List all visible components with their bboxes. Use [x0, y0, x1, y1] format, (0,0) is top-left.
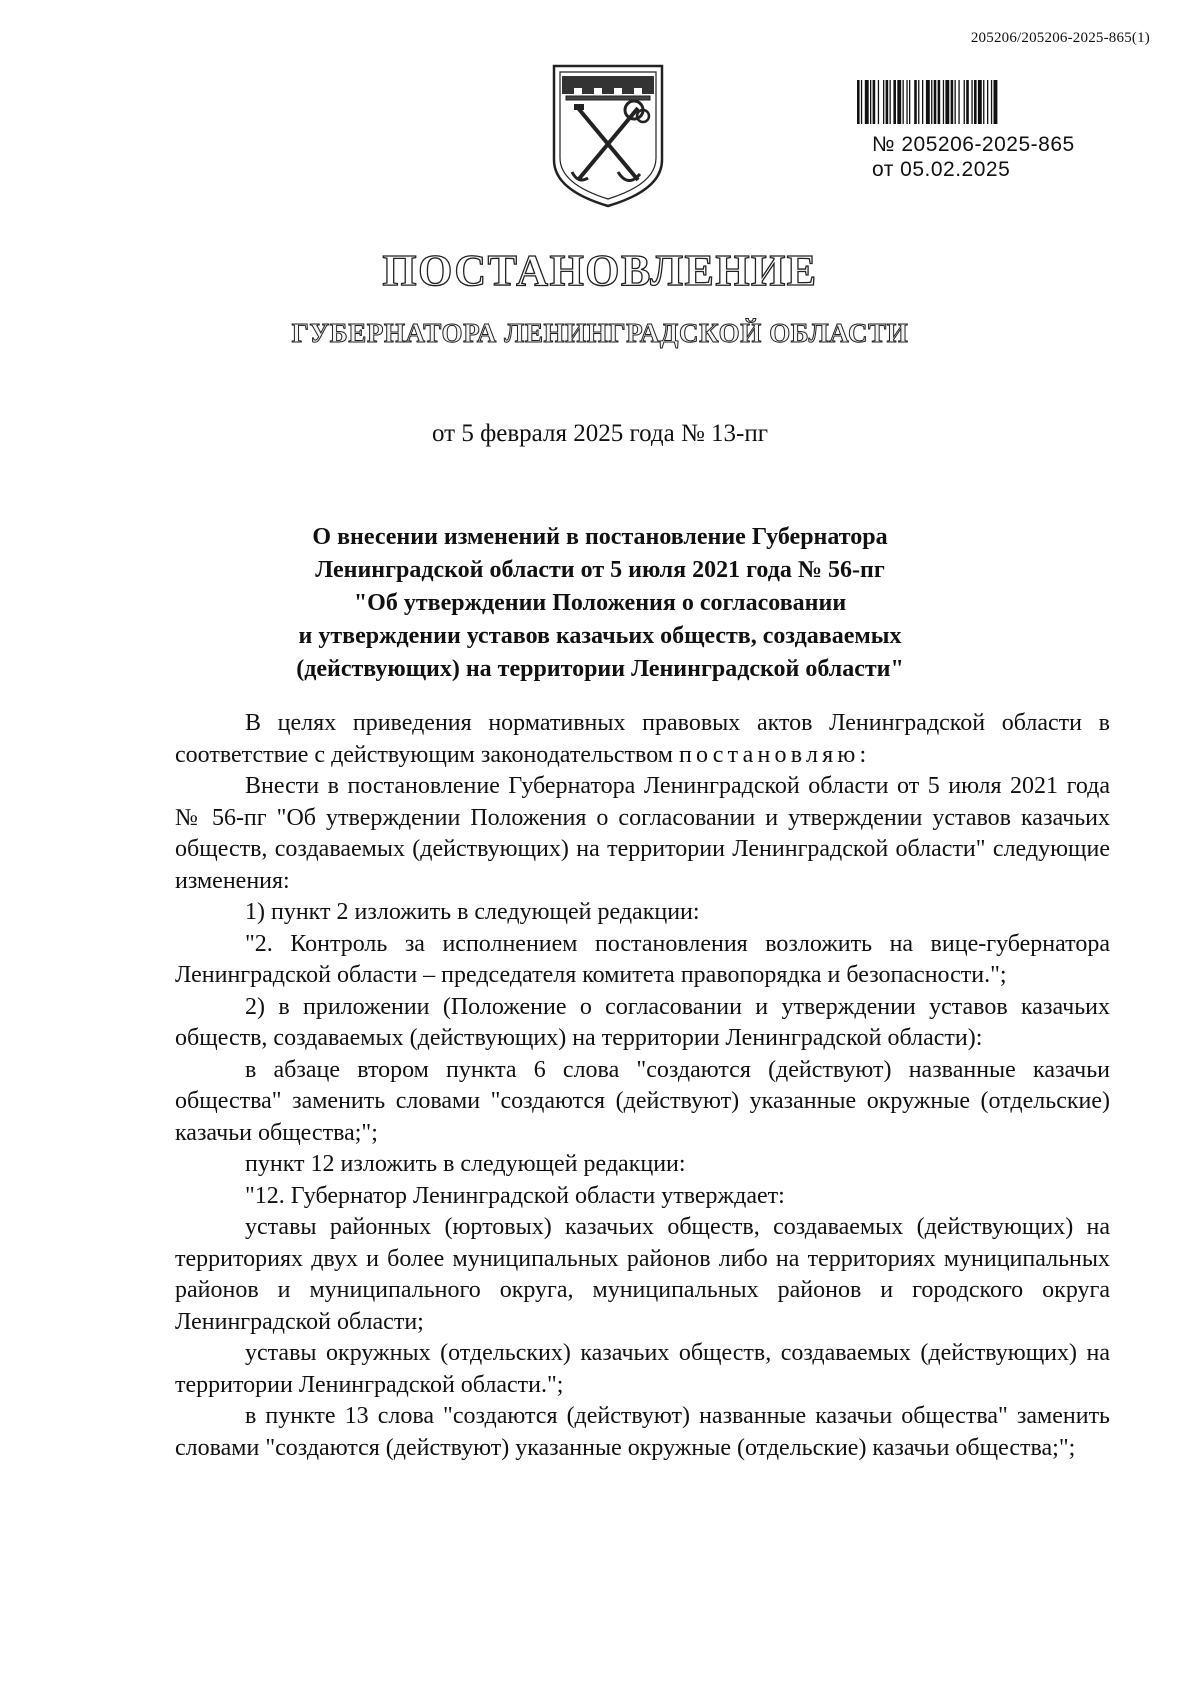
body-paragraph-preamble	[175, 708, 1110, 771]
preamble-decree-word: постановляю:	[678, 741, 871, 768]
body-paragraph: Внести в постановление Губернатора Ленинградской области от 5 июля 2021 года № 56-пг "Об утверждении Положения о согласовании и утверждении уставов казачьих обществ, создаваемых (действующих) на территории Ленинградской области" следующие изменения:	[175, 773, 1110, 894]
body-paragraph: в пункте 13 слова "создаются (действуют) названные казачьи общества" заменить словами "создаются (действуют) указанные окружные (отдельские) казачьи общества;";	[175, 1403, 1110, 1461]
document-title: ПОСТАНОВЛЕНИЕ	[382, 246, 818, 295]
body-paragraph: пункт 12 изложить в следующей редакции:	[245, 1151, 686, 1177]
coat-of-arms-icon	[548, 60, 668, 210]
body-paragraph: "12. Губернатор Ленинградской области утверждает:	[245, 1182, 785, 1209]
heading-line: О внесении изменений в постановление Губернатора	[312, 524, 888, 550]
body-paragraph: в абзаце втором пункта 6 слова "создаются (действуют) названные казачьи общества" заменить словами "создаются (действуют) указанные окружные (отдельские) казачьи общества;";	[175, 1056, 1110, 1146]
body-paragraph: уставы районных (юртовых) казачьих обществ, создаваемых (действующих) на территориях двух и более муниципальных районов либо на территориях муниципальных районов и муниципального округа, муниципальных районов и городского округа Ленинградской области;	[175, 1214, 1110, 1335]
body-paragraph: "2. Контроль за исполнением постановления возложить на вице-губернатора Ленинградской области – председателя комитета правопорядка и безопасности.";	[175, 930, 1110, 988]
resolution-date-number: от 5 февраля 2025 года № 13-пг	[431, 420, 769, 447]
resolution-body	[175, 708, 1110, 1464]
resolution-heading	[250, 521, 950, 686]
heading-line: и утверждении уставов казачьих обществ, создаваемых	[298, 623, 902, 649]
document-reference-code: 205206/205206-2025-865(1)	[970, 30, 1150, 46]
preamble-text: В целях приведения нормативных правовых актов Ленинградской области в соответствие с действующим законодательством	[175, 710, 1110, 768]
document-subtitle: ГУБЕРНАТОРА ЛЕНИНГРАДСКОЙ ОБЛАСТИ	[291, 318, 909, 348]
barcode-icon	[857, 80, 1081, 124]
registration-number: № 205206-2025-865	[872, 133, 1075, 156]
registration-date: от 05.02.2025	[872, 158, 1011, 181]
body-paragraph: 2) в приложении (Положение о согласовании и утверждении уставов казачьих обществ, создаваемых (действующих) на территории Ленинградской области):	[175, 993, 1110, 1051]
body-paragraph: 1) пункт 2 изложить в следующей редакции:	[245, 899, 700, 925]
heading-line: (действующих) на территории Ленинградской области"	[296, 656, 904, 682]
heading-line: "Об утверждении Положения о согласовании	[353, 590, 847, 616]
body-paragraph: уставы окружных (отдельских) казачьих обществ, создаваемых (действующих) на территории Ленинградской области.";	[175, 1340, 1110, 1398]
heading-line: Ленинградской области от 5 июля 2021 года № 56-пг	[315, 557, 885, 583]
